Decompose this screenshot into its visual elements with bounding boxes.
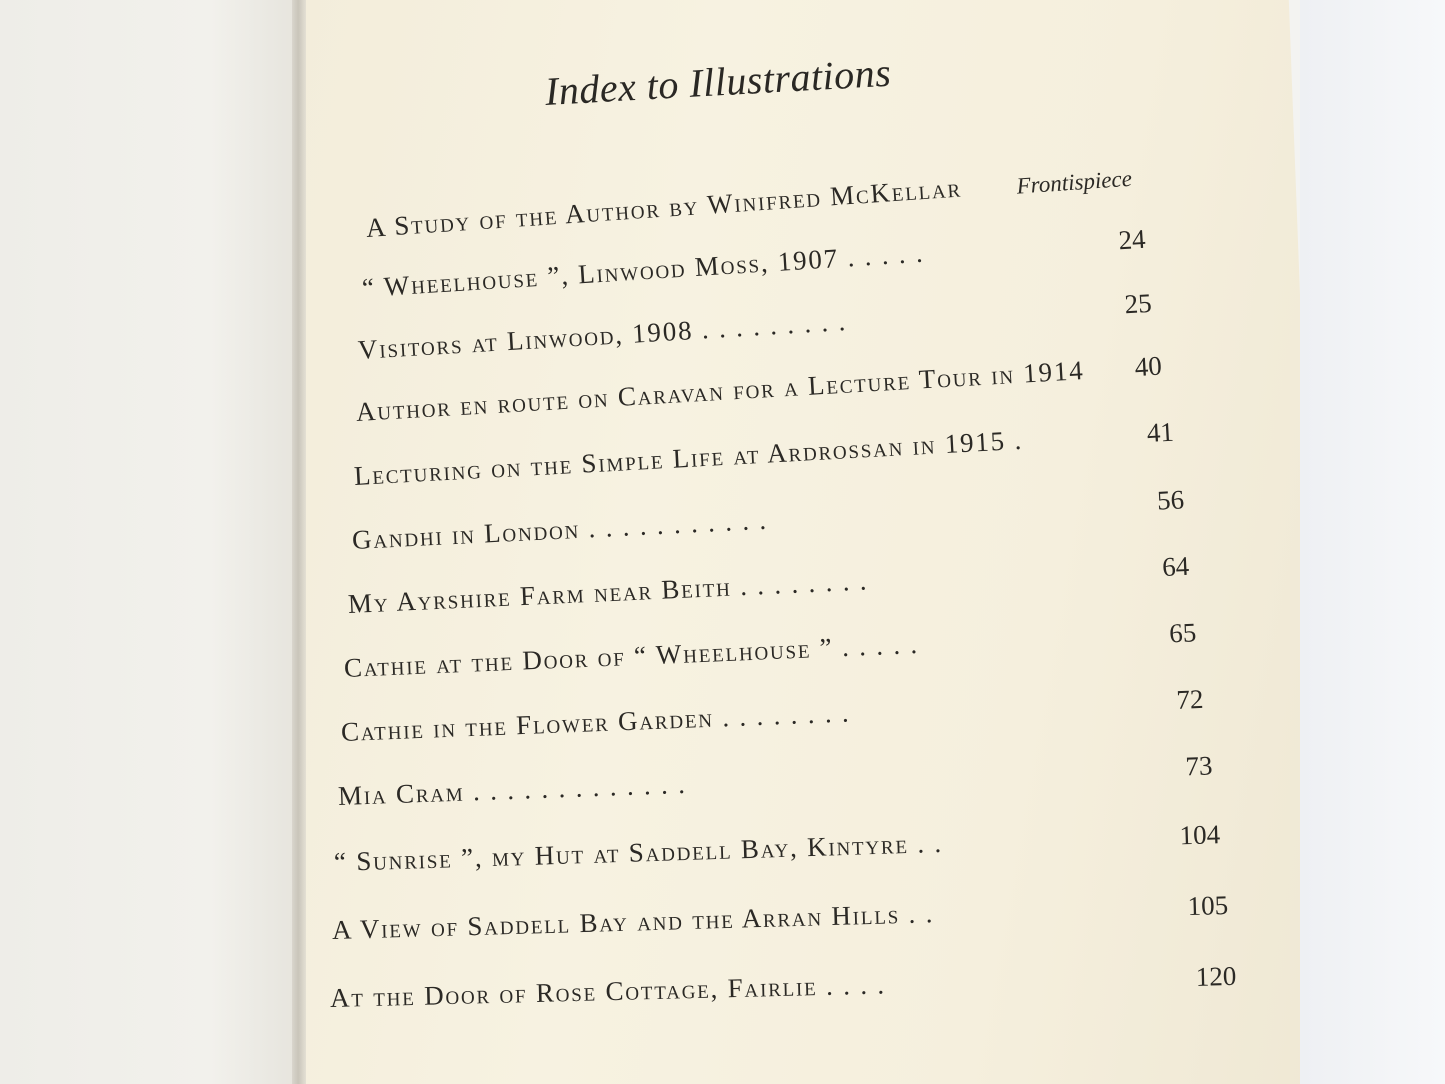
entry-page: 104 — [1179, 819, 1221, 851]
entry-page: 120 — [1195, 960, 1237, 992]
entry-caption: Mia Cram . . . . . . . . . . . . . — [337, 768, 688, 811]
entry-caption: Author en route on Caravan for a Lecture Tour in 1914 — [355, 355, 1086, 427]
entry-page: 72 — [1175, 683, 1204, 715]
entry-page: 56 — [1156, 484, 1185, 516]
entry-caption: “ Wheelhouse ”, Linwood Moss, 1907 . . . . . — [361, 237, 926, 303]
entry-page: 65 — [1168, 617, 1197, 649]
entry-caption: My Ayrshire Farm near Beith . . . . . . . . — [347, 565, 869, 619]
page-title: Index to Illustrations — [543, 49, 893, 114]
index-entry — [347, 546, 1188, 624]
entry-page: 24 — [1117, 223, 1147, 256]
index-entry — [351, 479, 1192, 560]
index-entry — [333, 814, 1221, 882]
index-entry — [331, 885, 1229, 950]
entry-caption: “ Sunrise ”, my Hut at Saddell Bay, Kintyre . . — [333, 827, 944, 877]
entry-caption: A Study of the Author by Winifred McKellar — [364, 172, 963, 243]
entry-page: 64 — [1161, 550, 1190, 583]
entry-page: 73 — [1184, 750, 1213, 782]
entry-page: Frontispiece — [1015, 165, 1133, 199]
entry-page: 41 — [1146, 416, 1175, 449]
index-entry — [340, 679, 1204, 752]
entry-caption: At the Door of Rose Cottage, Fairlie . . . . — [329, 969, 887, 1013]
entry-caption: Cathie in the Flower Garden . . . . . . . . — [340, 697, 851, 747]
entry-caption: Visitors at Linwood, 1908 . . . . . . . . . — [357, 305, 848, 365]
index-entry — [337, 746, 1213, 816]
entry-page: 105 — [1187, 889, 1229, 922]
entry-page: 25 — [1123, 287, 1153, 320]
entry-caption: Cathie at the Door of “ Wheelhouse ” . . . . . — [343, 628, 920, 683]
entry-caption: Gandhi in London . . . . . . . . . . . — [351, 504, 769, 555]
index-entry — [329, 956, 1237, 1018]
entry-caption: A View of Saddell Bay and the Arran Hills . . — [331, 898, 935, 945]
index-entry — [343, 612, 1197, 688]
entry-caption: Lecturing on the Simple Life at Ardrossan in 1915 . — [353, 424, 1024, 491]
entry-page: 40 — [1133, 350, 1163, 383]
